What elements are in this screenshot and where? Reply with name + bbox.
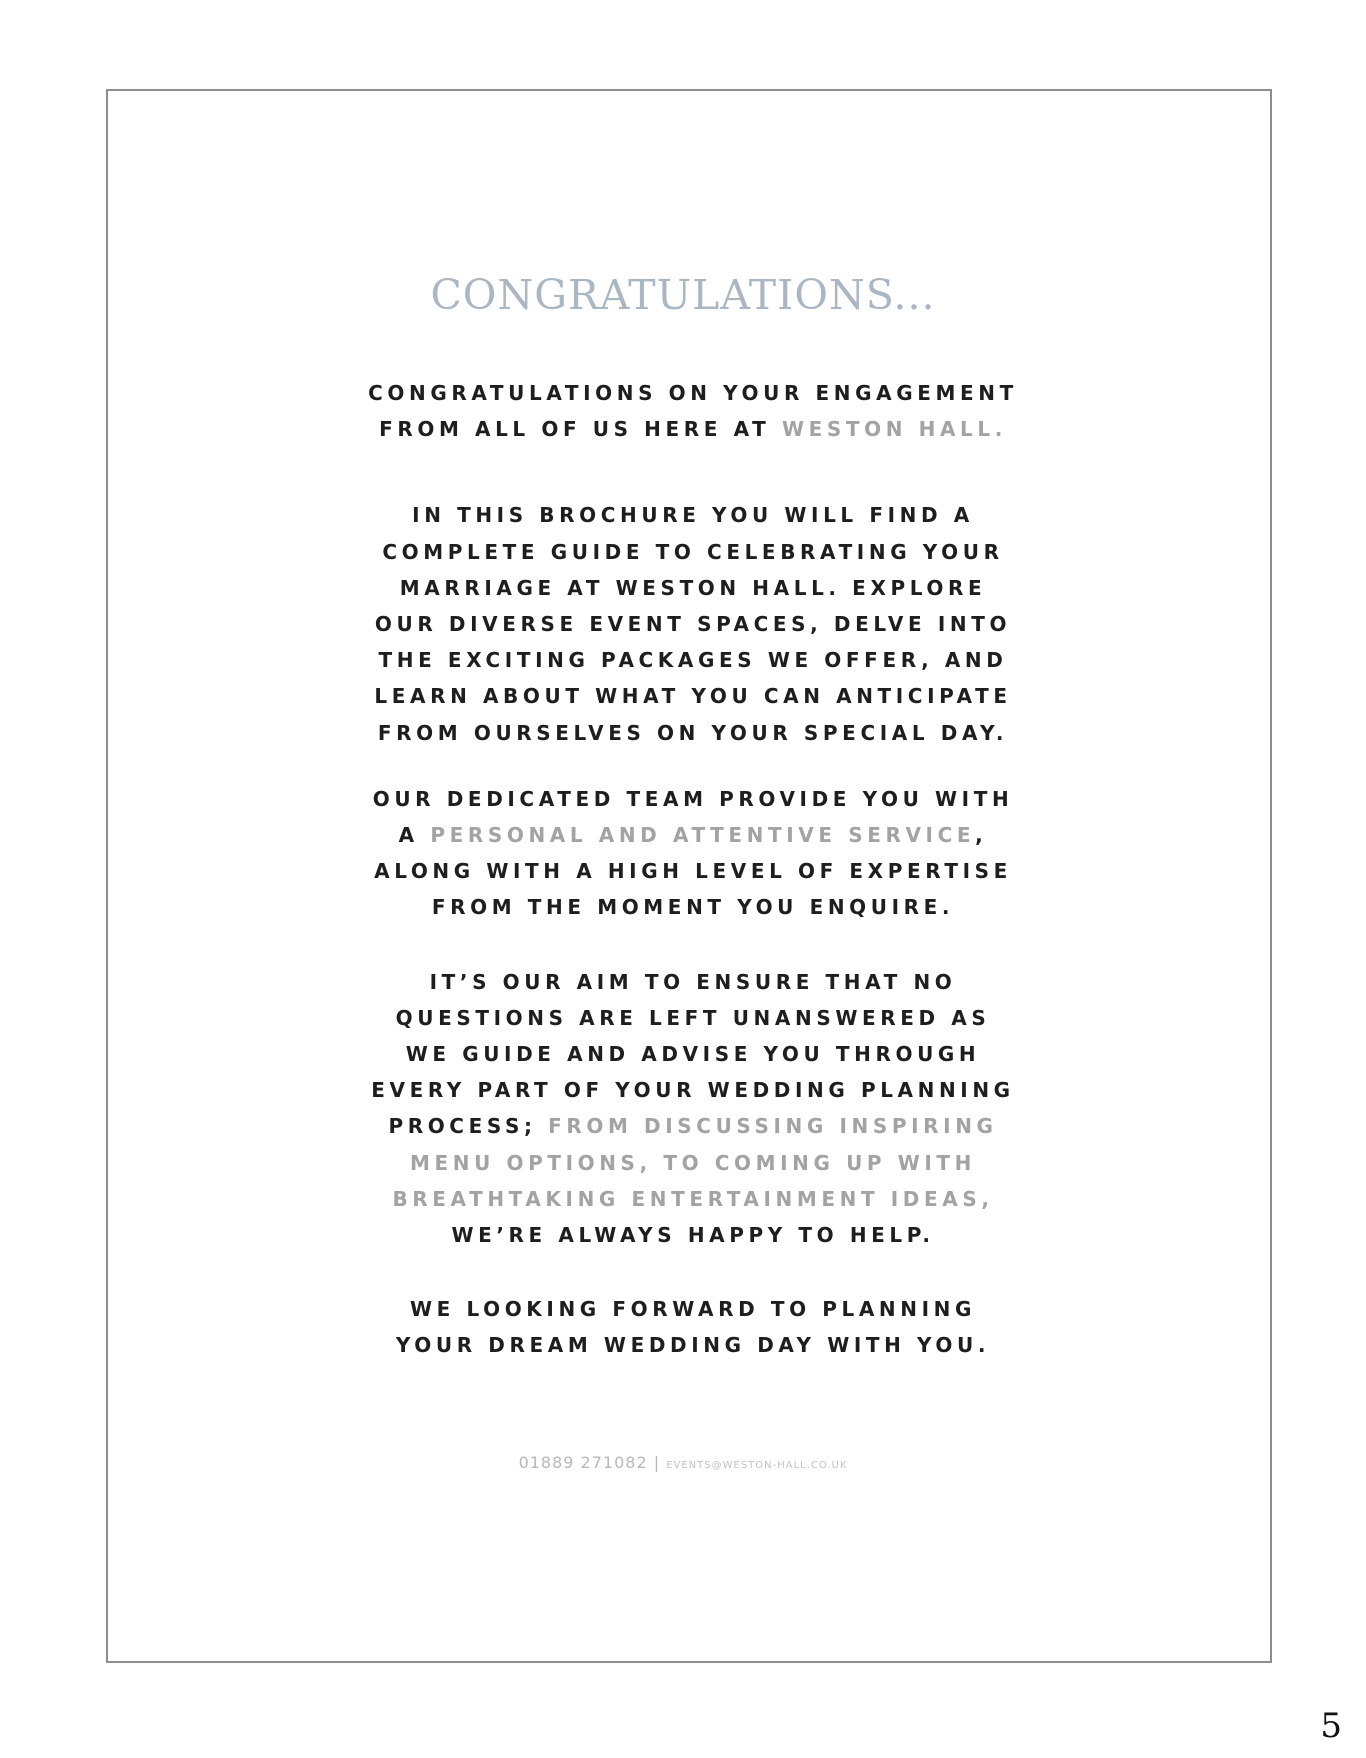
aim-paragraph bbox=[333, 964, 1053, 1254]
text-fragment: , bbox=[975, 823, 988, 848]
page-number: 5 bbox=[1320, 1706, 1342, 1746]
text-line: YOUR DREAM WEDDING DAY WITH YOU. bbox=[395, 1333, 991, 1358]
text-line: IN THIS BROCHURE YOU WILL FIND A bbox=[412, 503, 974, 528]
planning-highlight: BREATHTAKING ENTERTAINMENT IDEAS, bbox=[392, 1186, 994, 1211]
text-line: WE GUIDE AND ADVISE YOU THROUGH bbox=[405, 1042, 981, 1067]
planning-highlight: FROM DISCUSSING INSPIRING bbox=[548, 1114, 998, 1139]
text-line: QUESTIONS ARE LEFT UNANSWERED AS bbox=[395, 1005, 991, 1030]
text-line: MARRIAGE AT WESTON HALL. EXPLORE bbox=[399, 575, 987, 600]
text-line: COMPLETE GUIDE TO CELEBRATING YOUR bbox=[382, 539, 1004, 564]
text-line: THE EXCITING PACKAGES WE OFFER, AND bbox=[378, 648, 1008, 673]
body-copy bbox=[333, 375, 1053, 1364]
text-line bbox=[333, 817, 1053, 853]
text-line: FROM THE MOMENT YOU ENQUIRE. bbox=[431, 895, 955, 920]
text-line bbox=[333, 1108, 1053, 1144]
text-line bbox=[333, 411, 1053, 447]
venue-name-highlight: WESTON HALL. bbox=[781, 417, 1007, 442]
text-fragment: PROCESS; bbox=[388, 1114, 549, 1139]
text-line: IT’S OUR AIM TO ENSURE THAT NO bbox=[429, 969, 957, 994]
planning-highlight: MENU OPTIONS, TO COMING UP WITH bbox=[409, 1150, 977, 1175]
text-line: WE LOOKING FORWARD TO PLANNING bbox=[409, 1297, 976, 1322]
page-heading: CONGRATULATIONS... bbox=[430, 271, 936, 319]
brochure-paragraph bbox=[333, 497, 1053, 750]
team-paragraph bbox=[333, 781, 1053, 926]
contact-line bbox=[0, 1451, 1366, 1478]
engagement-paragraph bbox=[333, 375, 1053, 447]
phone-number: 01889 271082 bbox=[518, 1453, 648, 1472]
service-highlight: PERSONAL AND ATTENTIVE SERVICE bbox=[430, 823, 976, 848]
text-fragment: A bbox=[398, 823, 431, 848]
email-address: EVENTS@WESTON-HALL.CO.UK bbox=[666, 1460, 848, 1471]
text-line: LEARN ABOUT WHAT YOU CAN ANTICIPATE bbox=[374, 684, 1012, 709]
text-line: CONGRATULATIONS ON YOUR ENGAGEMENT bbox=[368, 381, 1018, 405]
closing-paragraph bbox=[333, 1291, 1053, 1363]
text-line: ALONG WITH A HIGH LEVEL OF EXPERTISE bbox=[374, 859, 1012, 884]
text-line: EVERY PART OF YOUR WEDDING PLANNING bbox=[371, 1078, 1015, 1103]
text-fragment: FROM ALL OF US HERE AT bbox=[379, 417, 782, 442]
text-line: WE’RE ALWAYS HAPPY TO HELP. bbox=[451, 1223, 935, 1248]
contact-separator: | bbox=[653, 1453, 661, 1472]
text-line: OUR DIVERSE EVENT SPACES, DELVE INTO bbox=[374, 612, 1012, 637]
text-line: FROM OURSELVES ON YOUR SPECIAL DAY. bbox=[377, 720, 1009, 745]
text-line: OUR DEDICATED TEAM PROVIDE YOU WITH bbox=[372, 786, 1014, 811]
